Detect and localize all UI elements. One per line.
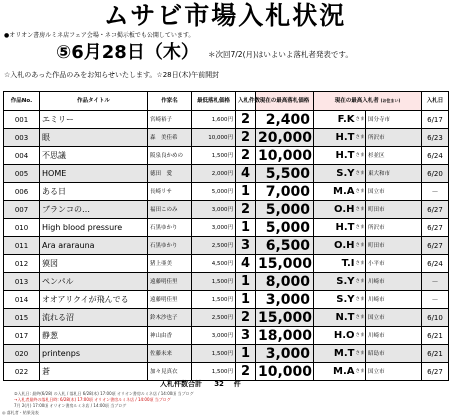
cell-no: 013 <box>4 273 40 291</box>
cell-artist: 福田このみ <box>148 201 192 219</box>
cell-city: 小平市 <box>366 255 422 273</box>
cell-artist: 神山由香 <box>148 327 192 345</box>
cell-artist: 加々見真衣 <box>148 363 192 381</box>
cell-no: 007 <box>4 201 40 219</box>
cell-no: 017 <box>4 327 40 345</box>
page-title: ムサビ市場入札状況 <box>103 1 347 30</box>
total-bids <box>160 379 241 389</box>
cell-bid-date: － <box>422 273 449 291</box>
cell-artist: 森 美佳希 <box>148 129 192 147</box>
table-row <box>4 219 449 237</box>
cell-title: 静葱 <box>40 327 148 345</box>
cell-bid-count: 3 <box>236 327 256 345</box>
cell-min-price: 10,000円 <box>192 129 236 147</box>
cell-artist: 徳田 愛 <box>148 165 192 183</box>
cell-city: 町田市 <box>366 237 422 255</box>
cell-bidder-suffix: さま <box>356 345 366 363</box>
table-row <box>4 273 449 291</box>
cell-bid-date: 6/10 <box>422 309 449 327</box>
cell-bidder: S.Y <box>314 165 356 183</box>
cell-city: 国立市 <box>366 183 422 201</box>
cell-bidder: M.T <box>314 345 356 363</box>
cell-title: ブランコの… <box>40 201 148 219</box>
cell-artist: 石黒ゆかり <box>148 219 192 237</box>
cell-bidder: H.T <box>314 129 356 147</box>
cell-title: HOME <box>40 165 148 183</box>
cell-min-price: 2,500円 <box>192 309 236 327</box>
cell-bidder: H.T <box>314 147 356 165</box>
col-header-bid-date: 入札日 <box>422 92 449 111</box>
cell-bid-date: 6/27 <box>422 363 449 381</box>
cell-title: ペンパル <box>40 273 148 291</box>
cell-artist: 猪上亜美 <box>148 255 192 273</box>
cell-bidder: S.Y <box>314 291 356 309</box>
current-bidder-label: 現在の最高入札者 <box>334 98 379 104</box>
cell-title: エミリー <box>40 111 148 129</box>
cell-current-bid: 7,000 <box>256 183 314 201</box>
cell-bidder: S.Y <box>314 273 356 291</box>
cell-min-price: 1,500円 <box>192 291 236 309</box>
next-notice: ＊次回7/2(月)はいよいよ落札者発表です。 <box>208 50 353 59</box>
cell-no: 010 <box>4 219 40 237</box>
cell-bid-date: 6/24 <box>422 147 449 165</box>
cell-bidder-suffix: さま <box>356 291 366 309</box>
cell-artist: 阪泉良かめの <box>148 147 192 165</box>
cell-bidder-suffix: さま <box>356 183 366 201</box>
cell-bid-count: 2 <box>236 147 256 165</box>
cell-city: 川崎市 <box>366 327 422 345</box>
total-label: 入札件数合計 <box>160 380 202 388</box>
cell-bidder-suffix: さま <box>356 255 366 273</box>
cell-current-bid: 18,000 <box>256 327 314 345</box>
cell-bid-date: 6/17 <box>422 111 449 129</box>
cell-min-price: 1,500円 <box>192 345 236 363</box>
cell-city: 町田市 <box>366 201 422 219</box>
cell-title: 獏図 <box>40 255 148 273</box>
cell-bid-count: 1 <box>236 273 256 291</box>
cell-bidder-suffix: さま <box>356 363 366 381</box>
cell-city: 国立市 <box>366 309 422 327</box>
cell-bidder-suffix: さま <box>356 147 366 165</box>
cell-min-price: 1,600円 <box>192 111 236 129</box>
cell-bid-date: 6/24 <box>422 255 449 273</box>
current-bidder-note: (お住まい) <box>380 98 401 103</box>
cell-no: 022 <box>4 363 40 381</box>
cell-bid-date: 6/27 <box>422 237 449 255</box>
cell-min-price: 1,500円 <box>192 363 236 381</box>
cell-bidder: O.H <box>314 201 356 219</box>
cell-bidder-suffix: さま <box>356 111 366 129</box>
cell-current-bid: 20,000 <box>256 129 314 147</box>
cell-bid-date: 6/27 <box>422 219 449 237</box>
cell-no: 015 <box>4 309 40 327</box>
cell-current-bid: 3,000 <box>256 291 314 309</box>
table-row <box>4 345 449 363</box>
cell-no: 012 <box>4 255 40 273</box>
cell-bidder: H.O <box>314 327 356 345</box>
col-header-current-bidder <box>314 92 422 111</box>
cell-current-bid: 8,000 <box>256 273 314 291</box>
cell-artist: 遠藤明佳里 <box>148 273 192 291</box>
report-date: ⑤6月28日（木） <box>56 42 199 63</box>
cell-bid-date: 6/21 <box>422 345 449 363</box>
cell-title: ある日 <box>40 183 148 201</box>
cell-min-price: 3,000円 <box>192 201 236 219</box>
footer-line-3: 7月 2(月) 17:00頃 オリオン書房ルミネ店 / 14:00頃 当ブログ <box>14 403 127 408</box>
cell-city: 杉並区 <box>366 147 422 165</box>
cell-bid-date: － <box>422 183 449 201</box>
cell-min-price: 1,500円 <box>192 147 236 165</box>
cell-no: 011 <box>4 237 40 255</box>
cell-artist: 宮崎裕子 <box>148 111 192 129</box>
cell-current-bid: 5,000 <box>256 219 314 237</box>
cell-bidder-suffix: さま <box>356 237 366 255</box>
cell-title: 眼 <box>40 129 148 147</box>
cell-bidder: T.I <box>314 255 356 273</box>
table-row <box>4 237 449 255</box>
cell-no: 004 <box>4 147 40 165</box>
cell-title: 不思議 <box>40 147 148 165</box>
cell-title: High blood pressure <box>40 219 148 237</box>
cell-city: 川崎市 <box>366 273 422 291</box>
cell-artist: 佐藤未来 <box>148 345 192 363</box>
cell-bid-count: 2 <box>236 363 256 381</box>
info-text: ☆入札のあった作品のみをお知らせいたします。☆28日(木)午前開封 <box>4 71 220 79</box>
footer-line-4: ◎ 落札者・結果発表 <box>2 410 39 415</box>
notice-text: ●オリオン書房ルミネ店フェア会場・ネコ掲示板でも公開しています。 <box>4 32 195 39</box>
cell-bidder-suffix: さま <box>356 219 366 237</box>
table-row <box>4 255 449 273</box>
col-header-bid-count: 入札件数 <box>236 92 256 111</box>
cell-bidder-suffix: さま <box>356 165 366 183</box>
cell-bid-count: 1 <box>236 183 256 201</box>
cell-min-price: 1,500円 <box>192 273 236 291</box>
cell-bidder: M.A <box>314 183 356 201</box>
total-unit: 件 <box>233 380 241 388</box>
cell-bidder: O.H <box>314 237 356 255</box>
table-row <box>4 327 449 345</box>
cell-bid-date: － <box>422 291 449 309</box>
cell-bid-date: 6/27 <box>422 201 449 219</box>
cell-bid-count: 4 <box>236 165 256 183</box>
cell-bidder-suffix: さま <box>356 129 366 147</box>
cell-city: 所沢市 <box>366 129 422 147</box>
cell-no: 001 <box>4 111 40 129</box>
cell-no: 003 <box>4 129 40 147</box>
cell-no: 006 <box>4 183 40 201</box>
cell-current-bid: 15,000 <box>256 255 314 273</box>
cell-min-price: 3,000円 <box>192 327 236 345</box>
cell-bidder: N.T <box>314 309 356 327</box>
col-header-title: 作品タイトル <box>40 92 148 111</box>
footer-line-2: →入札者最終の落札日時: 6/28(木) 17:00頃 オリオン書房ルミネ店 / 14:00頃 当ブログ <box>14 397 171 402</box>
cell-bid-count: 3 <box>236 237 256 255</box>
cell-min-price: 2,000円 <box>192 165 236 183</box>
cell-title: printenps <box>40 345 148 363</box>
table-row <box>4 111 449 129</box>
cell-bid-count: 2 <box>236 129 256 147</box>
table-row <box>4 309 449 327</box>
cell-bid-count: 1 <box>236 291 256 309</box>
bid-table <box>3 91 449 381</box>
cell-bidder: H.T <box>314 219 356 237</box>
table-row <box>4 201 449 219</box>
cell-bidder: F.K <box>314 111 356 129</box>
cell-bid-count: 1 <box>236 219 256 237</box>
cell-artist: 石黒ゆかり <box>148 237 192 255</box>
col-header-no: 作品No. <box>4 92 40 111</box>
col-header-min-price: 最低落札価格 <box>192 92 236 111</box>
cell-city: 国立市 <box>366 363 422 381</box>
cell-bid-count: 4 <box>236 255 256 273</box>
cell-city: 東大和市 <box>366 165 422 183</box>
cell-artist: 遠藤明佳里 <box>148 291 192 309</box>
cell-bid-count: 2 <box>236 111 256 129</box>
table-row <box>4 183 449 201</box>
cell-current-bid: 5,500 <box>256 165 314 183</box>
cell-min-price: 4,500円 <box>192 255 236 273</box>
cell-current-bid: 3,000 <box>256 345 314 363</box>
table-row <box>4 363 449 381</box>
cell-min-price: 5,000円 <box>192 183 236 201</box>
cell-min-price: 2,500円 <box>192 237 236 255</box>
cell-city: 昭島市 <box>366 345 422 363</box>
cell-bid-date: 6/20 <box>422 165 449 183</box>
cell-title: 流れる沼 <box>40 309 148 327</box>
cell-current-bid: 10,000 <box>256 147 314 165</box>
col-header-current-bid: 現在の最高落札価格 <box>256 92 314 111</box>
cell-no: 014 <box>4 291 40 309</box>
table-row <box>4 165 449 183</box>
cell-bidder-suffix: さま <box>356 309 366 327</box>
cell-no: 020 <box>4 345 40 363</box>
cell-city: 所沢市 <box>366 219 422 237</box>
cell-no: 005 <box>4 165 40 183</box>
cell-artist: 長崎リサ <box>148 183 192 201</box>
table-header-row <box>4 92 449 111</box>
cell-title: Ara ararauna <box>40 237 148 255</box>
cell-bidder: M.A <box>314 363 356 381</box>
cell-bid-date: 6/23 <box>422 129 449 147</box>
table-row <box>4 291 449 309</box>
cell-current-bid: 6,500 <box>256 237 314 255</box>
cell-bid-count: 2 <box>236 309 256 327</box>
cell-bidder-suffix: さま <box>356 201 366 219</box>
table-row <box>4 147 449 165</box>
cell-bid-count: 1 <box>236 345 256 363</box>
total-value: 32 <box>214 380 224 388</box>
cell-current-bid: 10,000 <box>256 363 314 381</box>
cell-current-bid: 2,400 <box>256 111 314 129</box>
footer-line-1: ②入札日: 最終(6/28) の入札 / 落札日 6/28(木) 17:00頃 オリオン書房ルミネ店 / 14:00頃 当ブログ <box>14 391 194 396</box>
cell-title: オオアリクイが飛んでる <box>40 291 148 309</box>
cell-bid-count: 2 <box>236 201 256 219</box>
cell-bidder-suffix: さま <box>356 327 366 345</box>
cell-bidder-suffix: さま <box>356 273 366 291</box>
cell-current-bid: 15,000 <box>256 309 314 327</box>
cell-artist: 鈴木沙也子 <box>148 309 192 327</box>
cell-city: 川崎市 <box>366 291 422 309</box>
cell-title: 蒼 <box>40 363 148 381</box>
col-header-artist: 作家名 <box>148 92 192 111</box>
table-row <box>4 129 449 147</box>
cell-city: 国分寺市 <box>366 111 422 129</box>
cell-current-bid: 5,000 <box>256 201 314 219</box>
cell-bid-date: 6/21 <box>422 327 449 345</box>
cell-min-price: 3,000円 <box>192 219 236 237</box>
